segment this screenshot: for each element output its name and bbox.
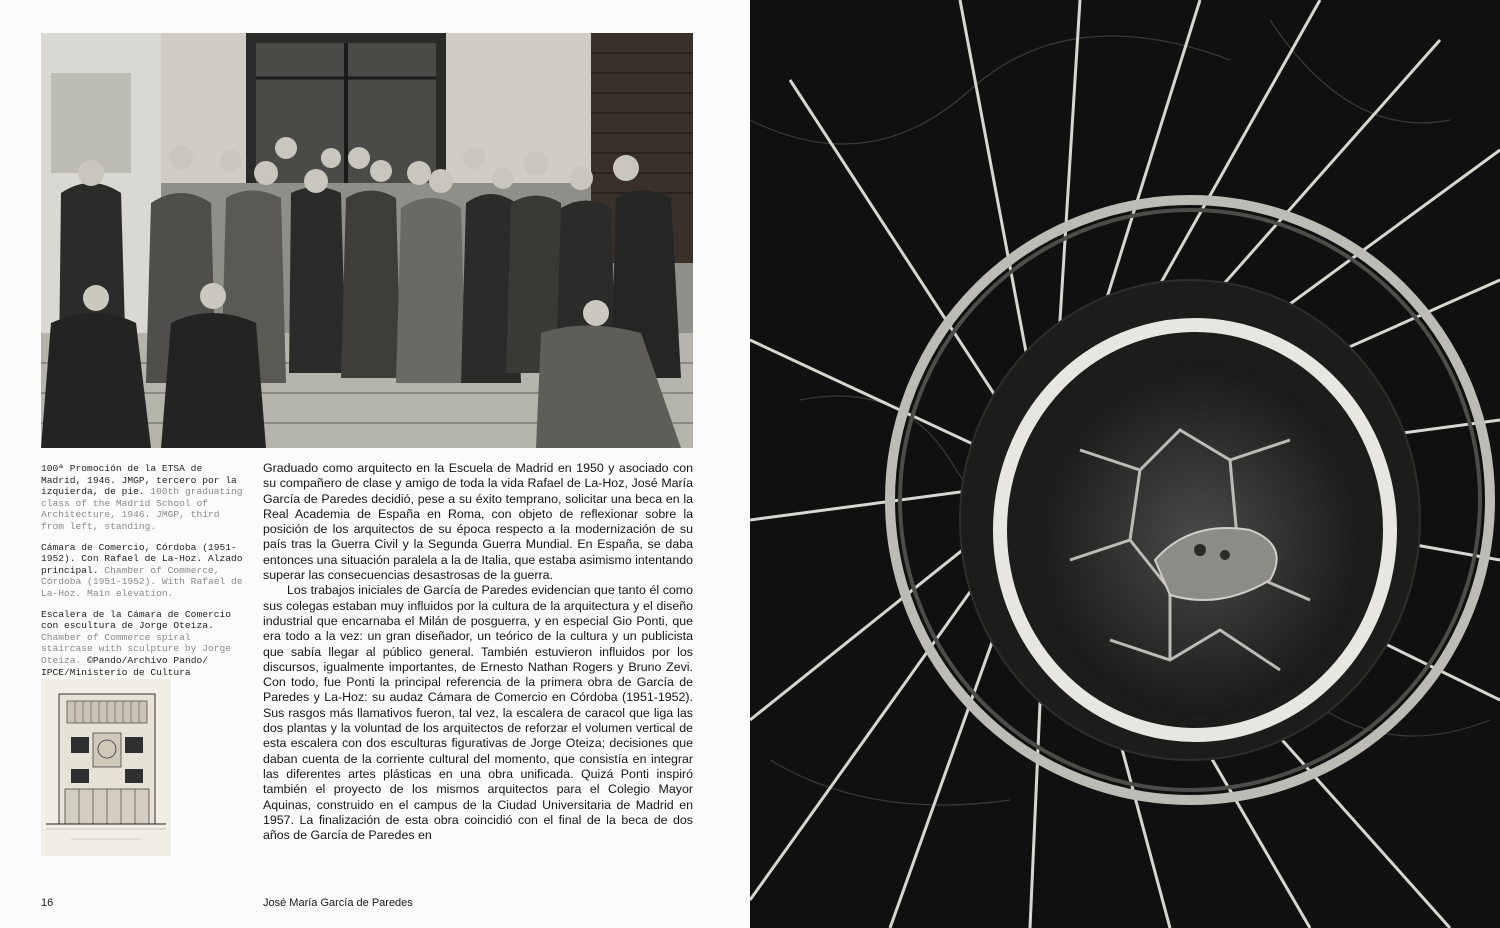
- caption-staircase: [41, 609, 246, 679]
- staircase-photo: [750, 0, 1500, 928]
- caption-group-photo: [41, 463, 246, 533]
- elevation-drawing: [41, 679, 171, 856]
- page-number: 16: [41, 897, 54, 909]
- captions: [41, 463, 246, 687]
- group-photo: [41, 33, 693, 448]
- caption-es: 100ª Promoción de la ETSA de Madrid, 1946. JMGP, tercero por la izquierda, de pie.: [41, 463, 237, 498]
- caption-es: Cámara de Comercio, Córdoba (1951-1952). Con Rafael de La-Hoz. Alzado principal.: [41, 541, 243, 576]
- caption-en: 100th graduating class of the Madrid School of Architecture, 1946. JMGP, third from left, standing.: [41, 486, 243, 532]
- elevation-drawing-image: [41, 679, 171, 856]
- staircase-photo-image: [750, 0, 1500, 928]
- running-head: José María García de Paredes: [263, 897, 413, 909]
- caption-en: Chamber of Commerce spiral staircase with sculpture by Jorge Oteiza.: [41, 631, 231, 666]
- body-text: [263, 461, 693, 843]
- caption-elevation: [41, 542, 246, 600]
- caption-en: Chamber of Commerce, Córdoba (1951-1952). With Rafael de La-Hoz. Main elevation.: [41, 564, 243, 599]
- body-paragraph: Graduado como arquitecto en la Escuela de Madrid en 1950 y asociado con su compañero de clase y amigo de toda la vida Rafael de La-Hoz, José María García de Paredes decidió, pese a su éxito temprano, solicitar una beca en la Real Academia de España en Roma, con objeto de reflexionar sobre la posición de los arquitectos de su época respecto a la modernización de su país tras la Guerra Civil y la Segunda Guerra Mundial. En España, se daba entonces una situación paralela a la de Italia, que estaba asimismo intentando superar las consecuencias desastrosas de la guerra.: [263, 461, 693, 583]
- group-photo-image: [41, 33, 693, 448]
- body-paragraph: Los trabajos iniciales de García de Paredes evidencian que tanto él como sus colegas estaban muy influidos por la cultura de la arquitectura y el diseño industrial que encarnaba el Milán de posguerra, y en especial Gio Ponti, que era todo a la vez: un gran diseñador, un teórico de la cultura y un publicista que sabía llegar al público general. También estuvieron influidos por los discursos, igualmente importantes, de Ernesto Nathan Rogers y Bruno Zevi. Con todo, fue Ponti la principal referencia de la primera obra de García de Paredes y La-Hoz: su audaz Cámara de Comercio en Córdoba (1951-1952). Sus rasgos más llamativos fueron, tal vez, la escalera de caracol que liga las dos plantas y la voluntad de los arquitectos de reforzar el volumen vertical de esta escalera con dos esculturas figurativas de Jorge Oteiza; decisiones que daban cuenta de la corriente cultural del momento, que consistía en integrar las diferentes artes plásticas en una obra unificada. Quizá Ponti inspiró también el proyecto de los mismos arquitectos para el Colegio Mayor Aquinas, construido en el campus de la Ciudad Universitaria de Madrid en 1957. La finalización de esta obra coincidió con el final de la beca de dos años de García de Paredes en: [263, 583, 693, 843]
- photo-credit: ©Pando/Archivo Pando/ IPCE/Ministerio de Cultura: [41, 654, 208, 678]
- caption-es: Escalera de la Cámara de Comercio con escultura de Jorge Oteiza.: [41, 608, 231, 632]
